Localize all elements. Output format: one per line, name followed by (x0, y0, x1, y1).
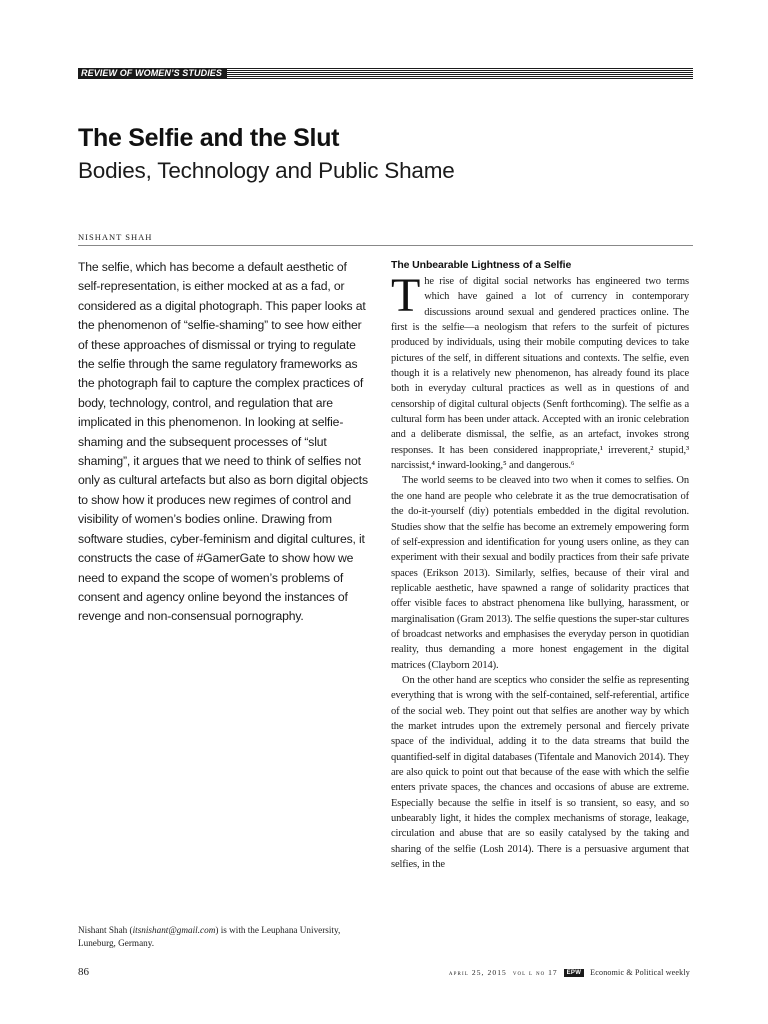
footnote-pre: Nishant Shah ( (78, 925, 133, 935)
journal-footer (449, 968, 690, 977)
journal-name: Economic & Political weekly (590, 968, 690, 977)
body-paragraph-1 (391, 269, 689, 473)
drop-cap: T (391, 269, 421, 322)
body-paragraph-1-text: he rise of digital social networks has engineered two terms which have gained a lot of currency in contemporary discussions around sexual and gendered practices online. The first is the selfie—a neologism that refers to the surfeit of pictures produced by individuals, using their mobile computing devices to take pictures of the self, in different situations and contexts. The selfie, even though it is a relatively new phenomenon, has already found its place both in everyday cultural practices as well as in questions of and censorship of digital cultural objects (Senft forthcoming). The selfie as a cultural form has been under attack. Accepted with an ironic celebration and a deliberate dismissal, the selfie, as an artefact, invokes strong responses. It has been considered inappropriate,¹ irreverent,² stupid,³ narcissist,⁴ inward-looking,⁵ and dangerous.⁶ (391, 276, 689, 472)
section-label: REVIEW OF WOMEN’S STUDIES (78, 68, 227, 79)
author-divider (78, 245, 693, 246)
article-title: The Selfie and the Slut (78, 124, 340, 152)
author-email: itsnishant@gmail.com (132, 925, 216, 935)
section-rule (227, 68, 693, 79)
body-text-column (391, 269, 689, 872)
abstract: The selfie, which has become a default aesthetic of self-representation, is either mocked at as a fad, or considered as a digital photograph. This paper looks at the phenomenon of “selfie-shaming” to see how either of these approaches of dismissal or trying to regulate the selfie through the same regulatory frameworks as the photograph fail to capture the complex practices of body, technology, control, and regulation that are implicated in this phenomenon. In looking at selfie-shaming and the subsequent processes of “slut shaming”, it argues that we need to think of selfies not only as cultural artefacts but also as born digital objects to show how it produces new regimes of control and visibility of women’s bodies online. Drawing from software studies, cyber-feminism and digital cultures, it constructs the case of #GamerGate to show how we need to expand the scope of women’s problems of consent and agency online beyond the instances of revenge and non-consensual pornography. (78, 260, 368, 624)
section-header-bar (78, 68, 693, 79)
issue-volume: vol l no 17 (512, 968, 558, 977)
author-name: NISHANT SHAH (78, 232, 153, 242)
article-subtitle: Bodies, Technology and Public Shame (78, 158, 455, 183)
page-number: 86 (78, 966, 89, 978)
body-paragraph-3: On the other hand are sceptics who consider the selfie as representing everything that is wrong with the self-contained, self-referential, artifice of the social web. They point out that selfies are another way by which the market intrudes upon the extremely personal and fiercely private space of the individual, adding it to the data streams that build the quantified-self in digital databases (Tifentale and Manovich 2014). They are also quick to point out that because of the ease with which the selfie enters private spaces, the chances and occasions of abuse are extreme. Especially because the selfie in itself is so transient, so easy, and so unbearably light, it hides the complex mechanisms of storage, leakage, circulation and abuse that are so easily catalysed by the taking and sharing of the selfie (Losh 2014). There is a persuasive argument that selfies, in the (391, 674, 689, 871)
section-heading: The Unbearable Lightness of a Selfie (391, 259, 572, 271)
body-paragraph-2: The world seems to be cleaved into two when it comes to selfies. On the one hand are people who celebrate it as the true democratisation of the do-it-yourself (diy) potentials embedded in the digital revolution. Studies show that the selfie has become an extremely empowering form of self-expression and identification for young users online, as they can experiment with their sexual and bodily practices from their safe private spaces (Erikson 2013). Similarly, selfies, because of their viral and replicable aesthetic, have spawned a range of solidarity practices that offer visible faces to abstract phenomena like bullying, harassment, or marginalisation (Gram 2013). The selfie questions the super-star cultures of broadcast networks and emphasises the everyday person in quotidian reality, thus demanding a more honest engagement in the digital matrices (Clayborn 2014). (391, 475, 689, 671)
epw-logo: EPW (564, 969, 585, 977)
issue-date: april 25, 2015 (448, 968, 507, 977)
author-footnote (78, 924, 373, 950)
footnote-post: ) is with the Leuphana University, Luneburg, Germany. (78, 925, 341, 948)
